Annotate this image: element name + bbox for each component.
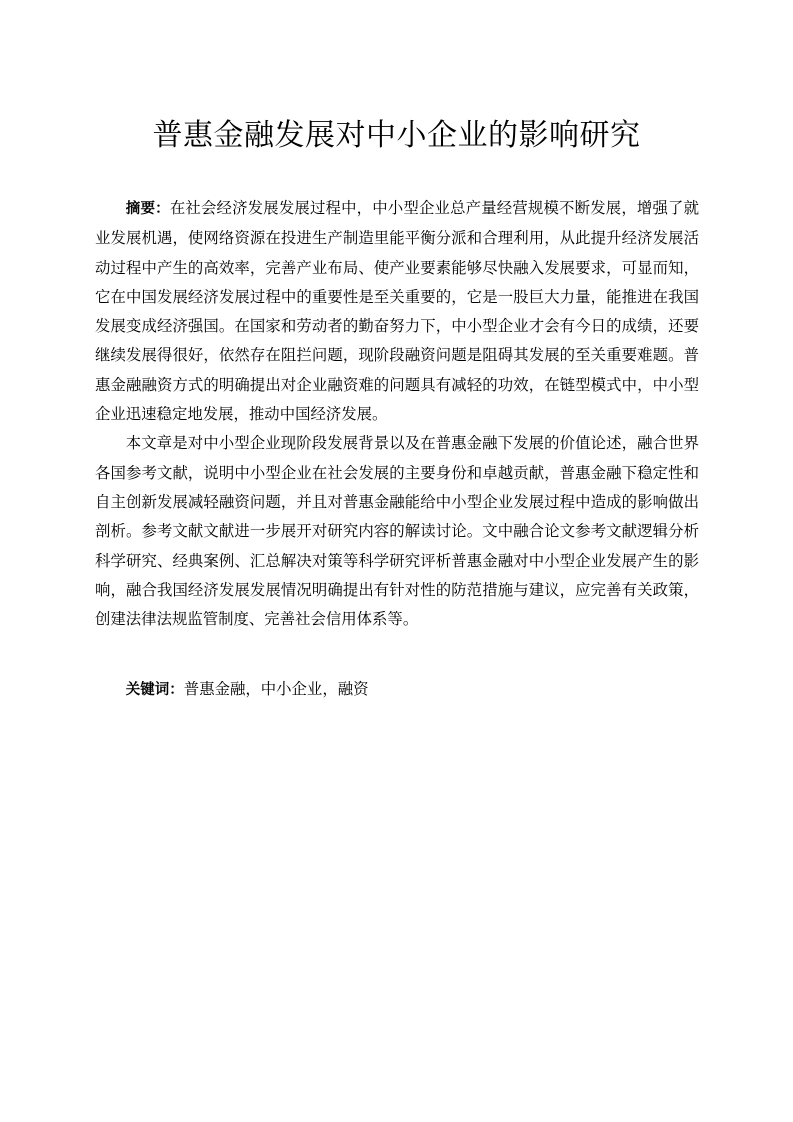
abstract-paragraph-2: 本文章是对中小型企业现阶段发展背景以及在普惠金融下发展的价值论述，融合世界各国参考文献，说明中小型企业在社会发展的主要身份和卓越贡献，普惠金融下稳定性和自主创新发展减轻融资问题，并且对普惠金融能给中小型企业发展过程中造成的影响做出剖析。参考文献文献进一步展开对研究内容的解读讨论。文中融合论文参考文献逻辑分析科学研究、经典案例、汇总解决对策等科学研究评析普惠金融对中小型企业发展产生的影响，融合我国经济发展发展情况明确提出有针对性的防范措施与建议，应完善有关政策，创建法律法规监管制度、完善社会信用体系等。 (95, 434, 699, 629)
page-title: 普惠金融发展对中小企业的影响研究 (152, 118, 641, 153)
abstract-text-1: 在社会经济发展发展过程中，中小型企业总产量经营规模不断发展，增强了就业发展机遇，使网络资源在投进生产制造里能平衡分派和合理利用，从此提升经济发展活动过程中产生的高效率，完善产业布局、使产业要素能够尽快融入发展要求，可显而知，它在中国发展经济发展过程中的重要性是至关重要的，它是一股巨大力量，能推进在我国发展变成经济强国。在国家和劳动者的勤奋努力下，中小型企业才会有今日的成绩，还要继续发展得很好，依然存在阻拦问题，现阶段融资问题是阻碍其发展的至关重要难题。普惠金融融资方式的明确提出对企业融资难的问题具有减轻的功效，在链型模式中，中小型企业迅速稳定地发展，推动中国经济发展。 (95, 199, 699, 424)
abstract-label: 摘要： (125, 201, 170, 217)
abstract-paragraph-1 (95, 194, 699, 429)
keywords-label: 关键词： (125, 682, 184, 698)
keywords-section (95, 675, 699, 705)
abstract-section (95, 194, 699, 634)
keywords-value: 普惠金融，中小企业，融资 (183, 680, 369, 698)
